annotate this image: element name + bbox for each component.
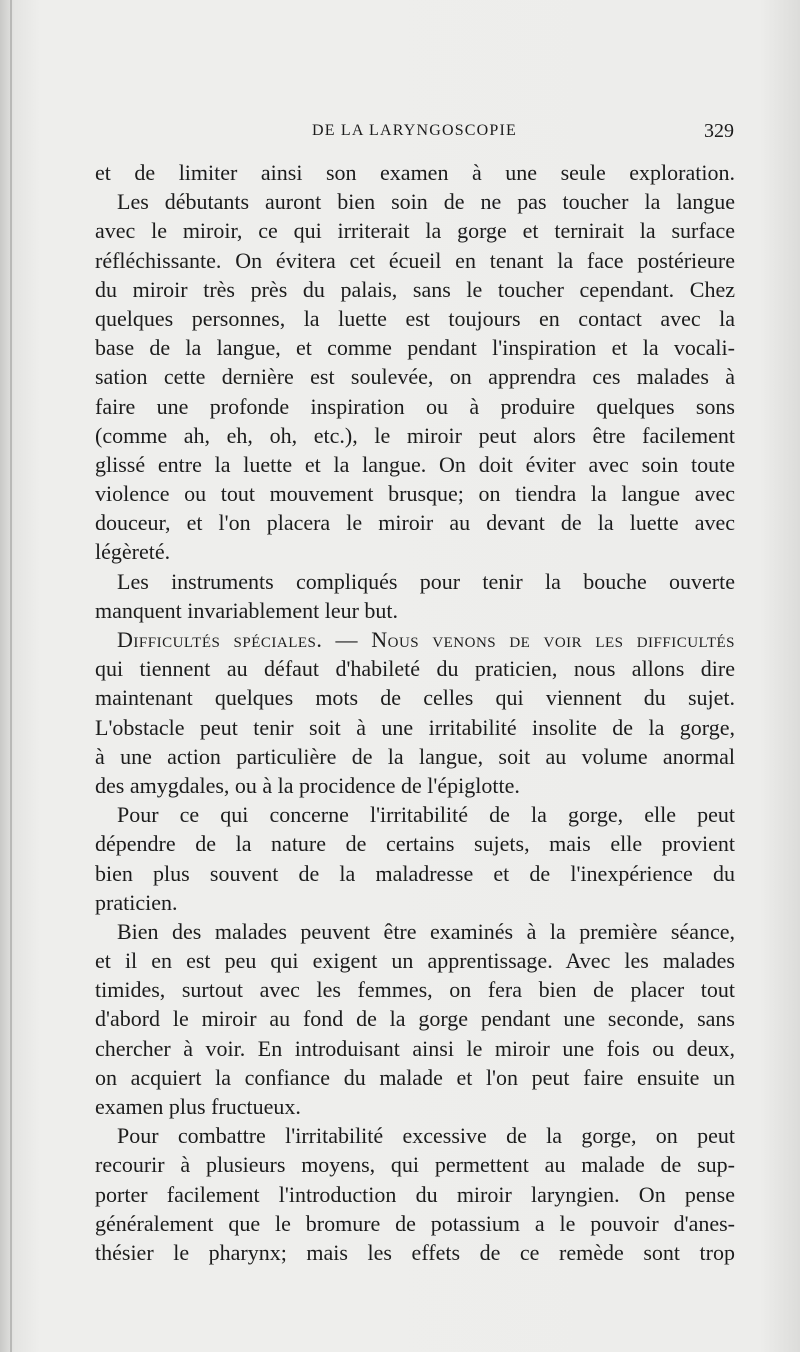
text-line: thésier le pharynx; mais les effets de ce remède sont trop [95,1239,735,1265]
text-line: quelques personnes, la luette est toujours en contact avec la [95,305,735,331]
text-line: légèreté. [95,539,171,565]
text-line: des amygdales, ou à la procidence de l'épiglotte. [95,772,520,798]
text-line: examen plus fructueux. [95,1094,301,1119]
text-line: Bien des malades peuvent être examinés à la première séance, [117,918,735,944]
text-line: et de limiter ainsi son examen à une seule exploration. [95,160,735,185]
text-line: généralement que le bromure de potassium a le pouvoir d'anes- [95,1210,735,1236]
text-line: maintenant quelques mots de celles qui viennent du sujet. [95,685,735,711]
running-head [96,120,734,146]
text-line: porter facilement l'introduction du miroir laryngien. On pense [95,1181,735,1207]
page-gutter [10,0,12,1352]
text-line: (comme ah, eh, oh, etc.), le miroir peut alors être facilement [95,422,735,448]
text-line: d'abord le miroir au fond de la gorge pendant une seconde, sans [95,1006,735,1032]
page-number: 329 [704,120,734,142]
text-line: Pour combattre l'irritabilité excessive de la gorge, on peut [117,1123,735,1149]
text-line: faire une profonde inspiration ou à produire quelques sons [95,393,735,419]
text-line: timides, surtout avec les femmes, on fera bien de placer tout [95,977,735,1003]
body-text [95,158,735,1267]
text-line: Pour ce qui concerne l'irritabilité de la gorge, elle peut [117,802,735,828]
text-line: glissé entre la luette et la langue. On doit éviter avec soin toute [95,451,735,477]
text-line: et il en est peu qui exigent un apprentissage. Avec les malades [95,948,735,974]
text-line: douceur, et l'on placera le miroir au devant de la luette avec [95,510,735,536]
running-title: DE LA LARYNGOSCOPIE [312,122,518,139]
text-line: on acquiert la confiance du malade et l'on peut faire ensuite un [95,1064,735,1090]
text-line: L'obstacle peut tenir soit à une irritabilité insolite de la gorge, [95,714,735,740]
text-line: avec le miroir, ce qui irriterait la gorge et ternirait la surface [95,218,735,244]
text-line: Les instruments compliqués pour tenir la bouche ouverte [117,568,735,594]
text-line: sation cette dernière est soulevée, on apprendra ces malades à [95,364,735,390]
text-line: qui tiennent au défaut d'habileté du praticien, nous allons dire [95,656,735,682]
text-line: praticien. [95,889,178,915]
text-line: base de la langue, et comme pendant l'inspiration et la vocali- [95,335,735,361]
text-line: violence ou tout mouvement brusque; on tiendra la langue avec [95,481,735,507]
text-line: Les débutants auront bien soin de ne pas toucher la langue [117,189,735,215]
text-line: chercher à voir. En introduisant ainsi le miroir une fois ou deux, [95,1035,735,1061]
text-line: bien plus souvent de la maladresse et de l'inexpérience du [95,860,735,886]
text-line: du miroir très près du palais, sans le toucher cependant. Chez [95,276,735,302]
text-line: réfléchissante. On évitera cet écueil en tenant la face postérieure [95,247,735,273]
text-line: recourir à plusieurs moyens, qui permettent au malade de sup- [95,1152,735,1178]
text-line: à une action particulière de la langue, soit au volume anormal [95,743,735,769]
text-line: manquent invariablement leur but. [95,597,399,623]
section-heading-line: Difficultés spéciales. — Nous venons de voir les difficultés [117,627,735,652]
text-line: dépendre de la nature de certains sujets, mais elle provient [95,831,735,857]
